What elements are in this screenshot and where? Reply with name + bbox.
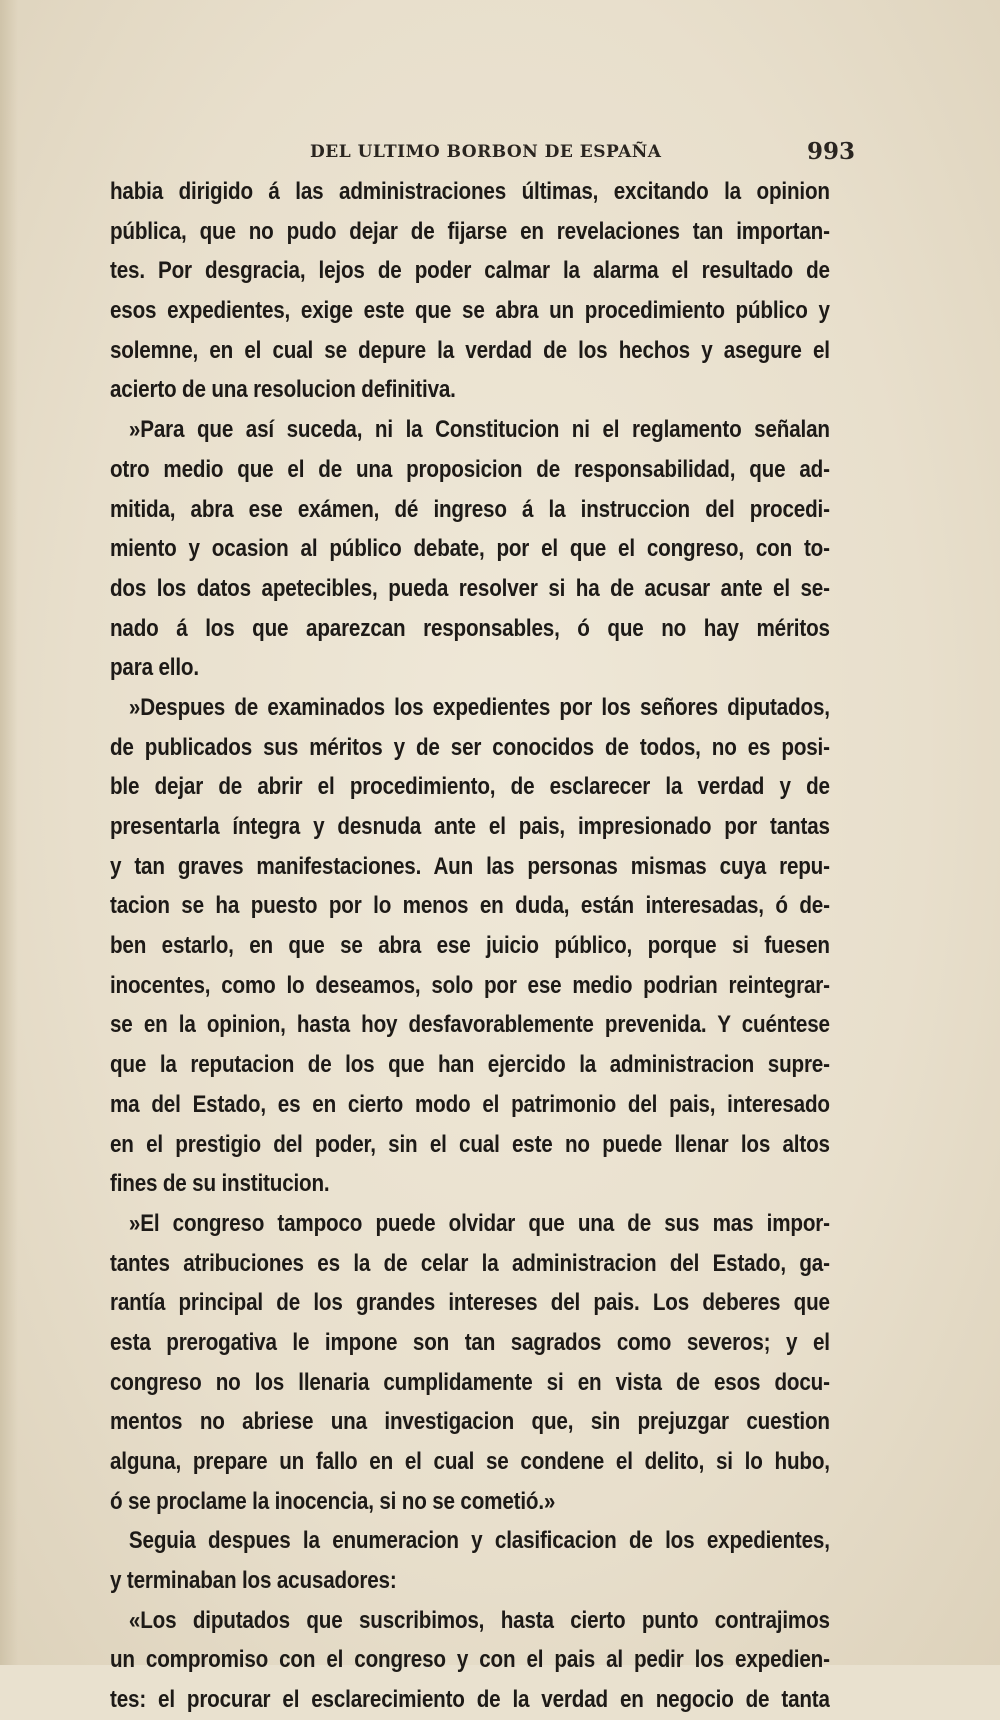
text-line: mitida, abra ese exámen, dé ingreso á la instruccion del procedi- [110,495,830,523]
page-number: 993 [806,138,855,165]
text-line: y terminaban los acusadores: [110,1567,397,1595]
text-line: en el prestigio del poder, sin el cual este no puede llenar los altos [110,1130,830,1158]
page-header [110,138,855,170]
text-line: »El congreso tampoco puede olvidar que una de sus mas impor- [128,1209,830,1237]
text-line: se en la opinion, hasta hoy desfavorablemente prevenida. Y cuéntese [110,1011,830,1039]
text-line: ó se proclame la inocencia, si no se cometió.» [110,1487,556,1515]
text-line: que la reputacion de los que han ejercido la administracion supre- [110,1051,830,1079]
running-title: DEL ULTIMO BORBON DE ESPAÑA [310,142,662,162]
text-line: nado á los que aparezcan responsables, ó que no hay méritos [110,614,830,642]
text-line: »Para que así suceda, ni la Constitucion ni el reglamento señalan [128,416,830,444]
text-line: «Los diputados que suscribimos, hasta cierto punto contrajimos [128,1606,830,1634]
text-line: solemne, en el cual se depure la verdad de los hechos y asegure el [110,336,830,364]
text-line: para ello. [110,654,199,682]
text-line: ben estarlo, en que se abra ese juicio público, porque si fuesen [110,932,830,960]
text-line: alguna, prepare un fallo en el cual se condene el delito, si lo hubo, [110,1448,830,1475]
text-line: inocentes, como lo deseamos, solo por ese medio podrian reintegrar- [110,971,830,999]
text-line: de publicados sus méritos y de ser conocidos de todos, no es posi- [110,733,830,761]
text-line: »Despues de examinados los expedientes por los señores diputados, [128,693,830,721]
text-line: rantía principal de los grandes intereses del pais. Los deberes que [110,1289,830,1317]
text-line: Seguia despues la enumeracion y clasificacion de los expedientes, [128,1527,830,1555]
text-line: presentarla íntegra y desnuda ante el pais, impresionado por tantas [110,813,830,840]
page-edge-shadow [0,0,18,1665]
text-line: fines de su institucion. [110,1170,330,1198]
text-line: y tan graves manifestaciones. Aun las personas mismas cuya repu- [110,852,830,880]
text-line: esta prerogativa le impone son tan sagrados como severos; y el [110,1328,830,1356]
text-line: pública, que no pudo dejar de fijarse en revelaciones tan importan- [110,217,830,245]
text-line: ma del Estado, es en cierto modo el patrimonio del pais, interesado [110,1090,830,1118]
text-line: tes. Por desgracia, lejos de poder calmar la alarma el resultado de [110,257,830,285]
text-line: dos los datos apetecibles, pueda resolver si ha de acusar ante el se- [110,574,830,602]
body-text [110,172,830,1720]
text-line: congreso no los llenaria cumplidamente si en vista de esos docu- [110,1368,830,1396]
text-line: acierto de una resolucion definitiva. [110,376,456,404]
text-line: tantes atribuciones es la de celar la administracion del Estado, ga- [110,1249,830,1277]
text-line: un compromiso con el congreso y con el pais al pedir los expedien- [110,1646,830,1674]
text-line: esos expedientes, exige este que se abra un procedimiento público y [110,297,830,325]
text-line: tacion se ha puesto por lo menos en duda, están interesadas, ó de- [110,892,830,920]
text-line: habia dirigido á las administraciones últimas, excitando la opinion [110,178,830,205]
text-line: miento y ocasion al público debate, por el que el congreso, con to- [110,535,830,563]
text-line: ble dejar de abrir el procedimiento, de esclarecer la verdad y de [110,773,830,801]
text-line: otro medio que el de una proposicion de responsabilidad, que ad- [110,455,830,483]
text-line: mentos no abriese una investigacion que, sin prejuzgar cuestion [110,1408,830,1436]
text-line: tes: el procurar el esclarecimiento de la verdad en negocio de tanta [110,1686,830,1714]
